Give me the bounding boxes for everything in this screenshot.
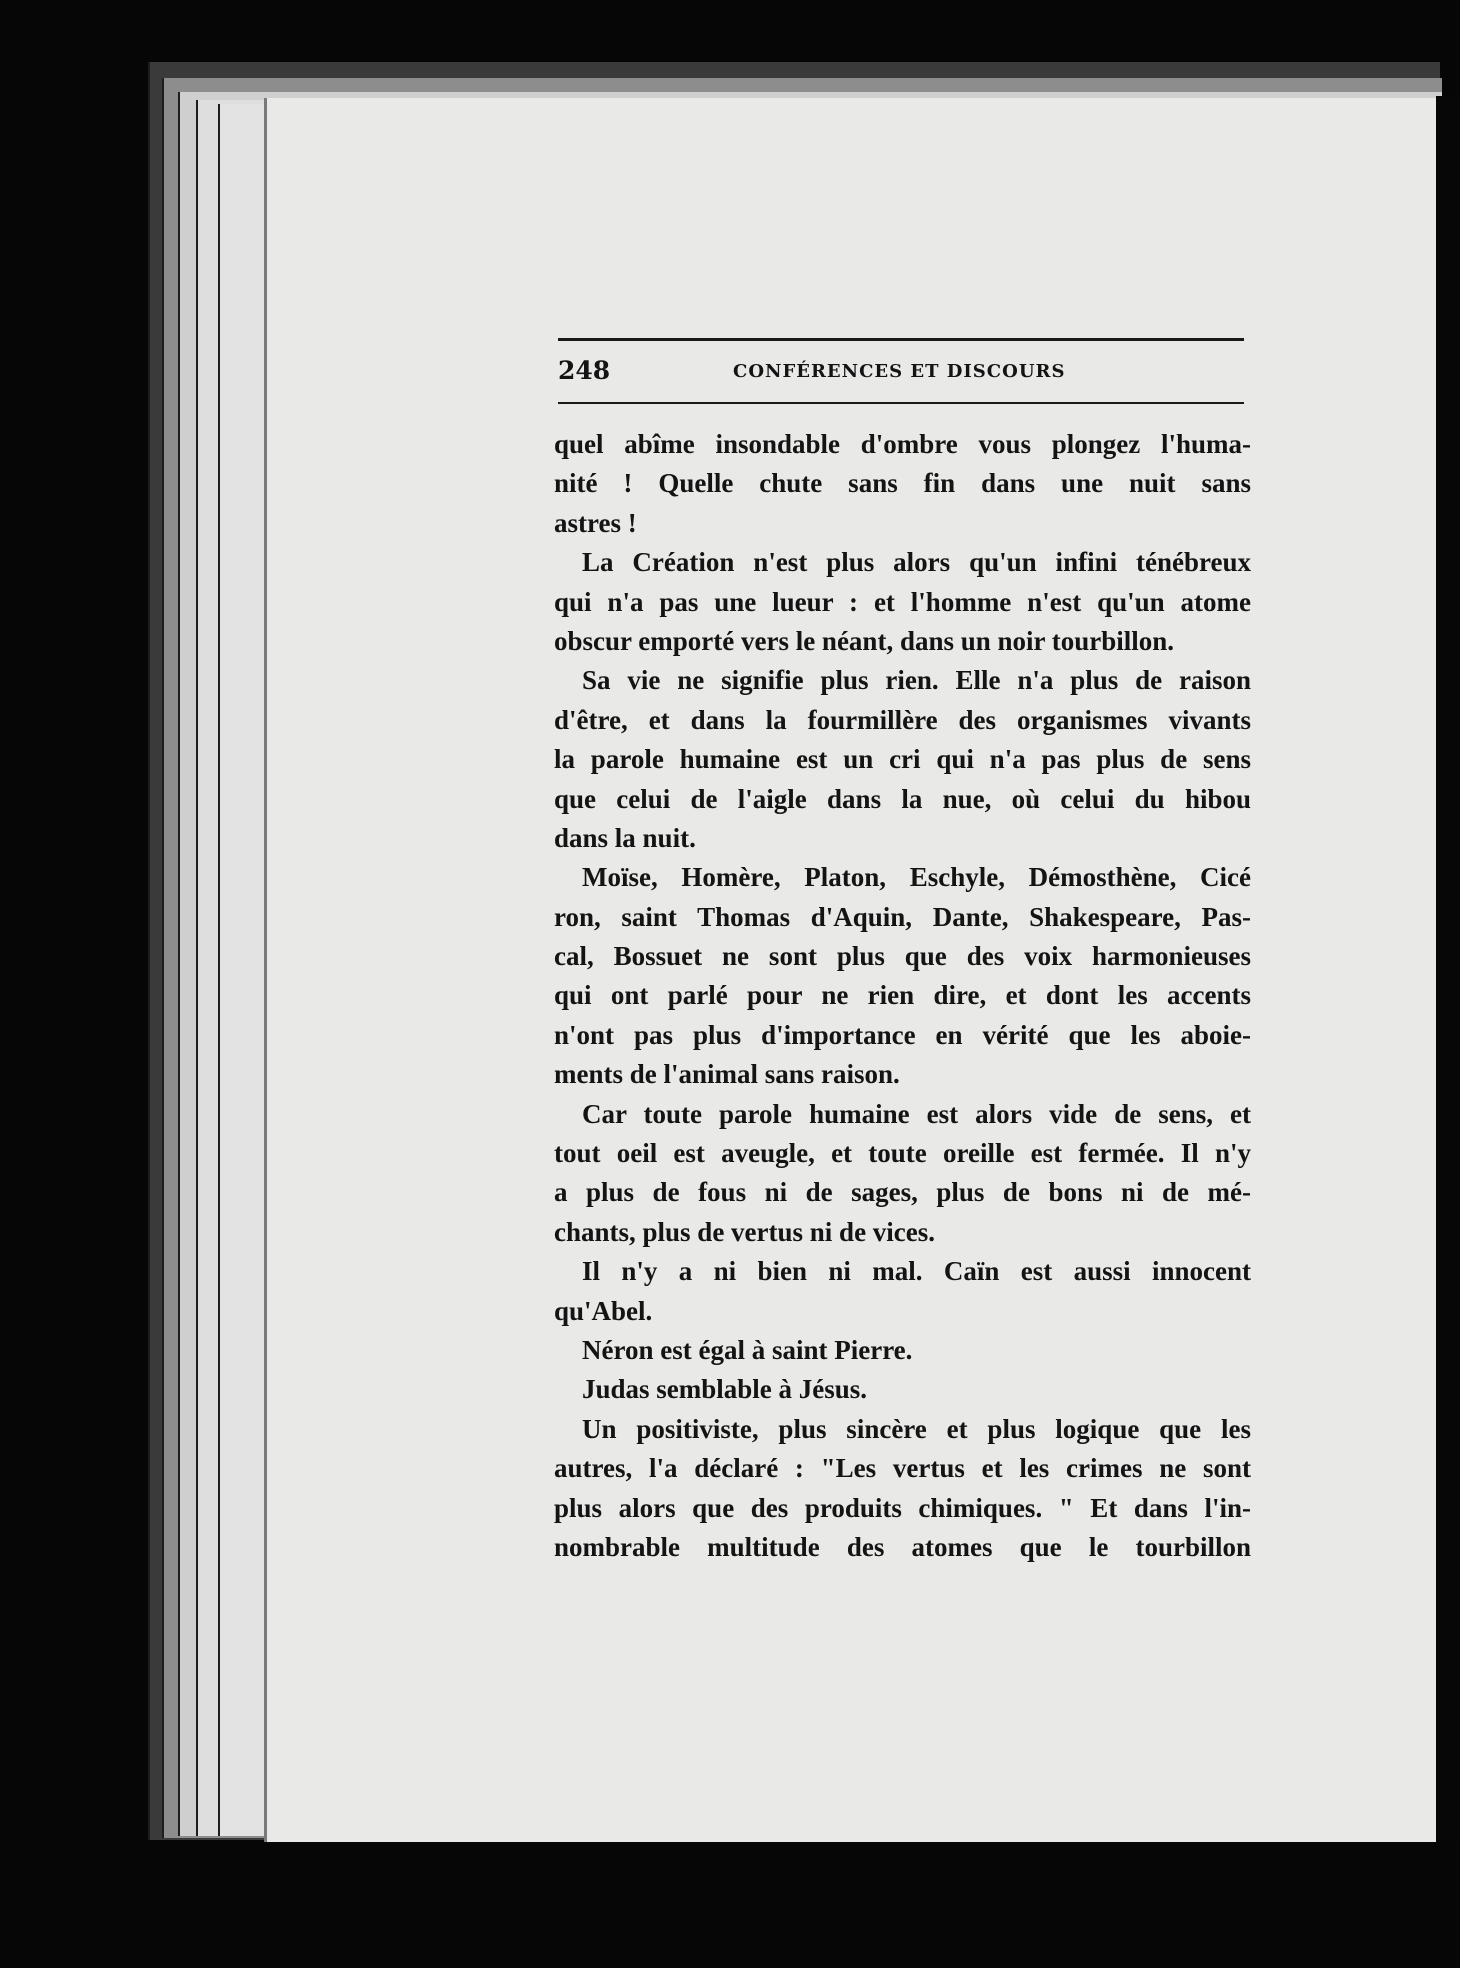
page-number: 248 — [558, 356, 611, 385]
text-line: a plus de fous ni de sages, plus de bons ni de mé- — [554, 1177, 1251, 1208]
text-line: qu'Abel. — [554, 1295, 653, 1326]
text-line: cal, Bossuet ne sont plus que des voix harmonieuses — [554, 941, 1251, 972]
text-line: autres, l'a déclaré : "Les vertus et les crimes ne sont — [554, 1453, 1251, 1484]
text-line: qui ont parlé pour ne rien dire, et dont les accents — [554, 980, 1251, 1011]
text-line: d'être, et dans la fourmillère des organismes vivants — [554, 704, 1251, 735]
text-line: Moïse, Homère, Platon, Eschyle, Démosthène, Cicé — [582, 862, 1251, 893]
header-rule-bottom — [558, 402, 1244, 404]
body-text — [554, 425, 1251, 1567]
text-line: Il n'y a ni bien ni mal. Caïn est aussi innocent — [582, 1256, 1251, 1287]
text-line: la parole humaine est un cri qui n'a pas plus de sens — [554, 744, 1251, 775]
text-line: n'ont pas plus d'importance en vérité que les aboie- — [554, 1019, 1251, 1050]
text-line: Néron est égal à saint Pierre. — [582, 1334, 913, 1365]
scan-border — [1436, 96, 1460, 1886]
text-line: astres ! — [554, 507, 637, 538]
text-line: nité ! Quelle chute sans fin dans une nuit sans — [554, 468, 1251, 499]
text-line: qui n'a pas une lueur : et l'homme n'est qu'un atome — [554, 586, 1251, 617]
text-line: ron, saint Thomas d'Aquin, Dante, Shakespeare, Pas- — [554, 901, 1251, 932]
scan-border — [150, 1842, 1460, 1968]
running-title: CONFÉRENCES ET DISCOURS — [733, 361, 1066, 382]
text-line: quel abîme insondable d'ombre vous plongez l'huma- — [554, 429, 1251, 459]
text-line: tout oeil est aveugle, et toute oreille est fermée. Il n'y — [554, 1138, 1251, 1169]
text-line: Sa vie ne signifie plus rien. Elle n'a plus de raison — [582, 665, 1251, 696]
text-line: ments de l'animal sans raison. — [554, 1059, 900, 1090]
running-header — [558, 356, 1244, 392]
text-line: Judas semblable à Jésus. — [582, 1374, 868, 1405]
text-line: chants, plus de vertus ni de vices. — [554, 1216, 936, 1247]
text-line: que celui de l'aigle dans la nue, où celui du hibou — [554, 783, 1251, 814]
text-line: dans la nuit. — [554, 822, 696, 853]
text-line: La Création n'est plus alors qu'un infini ténébreux — [582, 547, 1251, 578]
text-line: Un positiviste, plus sincère et plus logique que les — [582, 1413, 1251, 1444]
header-rule-top — [558, 338, 1244, 341]
text-line: nombrable multitude des atomes que le tourbillon — [554, 1531, 1251, 1562]
text-line: Car toute parole humaine est alors vide de sens, et — [582, 1098, 1251, 1129]
text-line: obscur emporté vers le néant, dans un noir tourbillon. — [554, 625, 1175, 656]
text-line: plus alors que des produits chimiques. " Et dans l'in- — [554, 1492, 1251, 1523]
